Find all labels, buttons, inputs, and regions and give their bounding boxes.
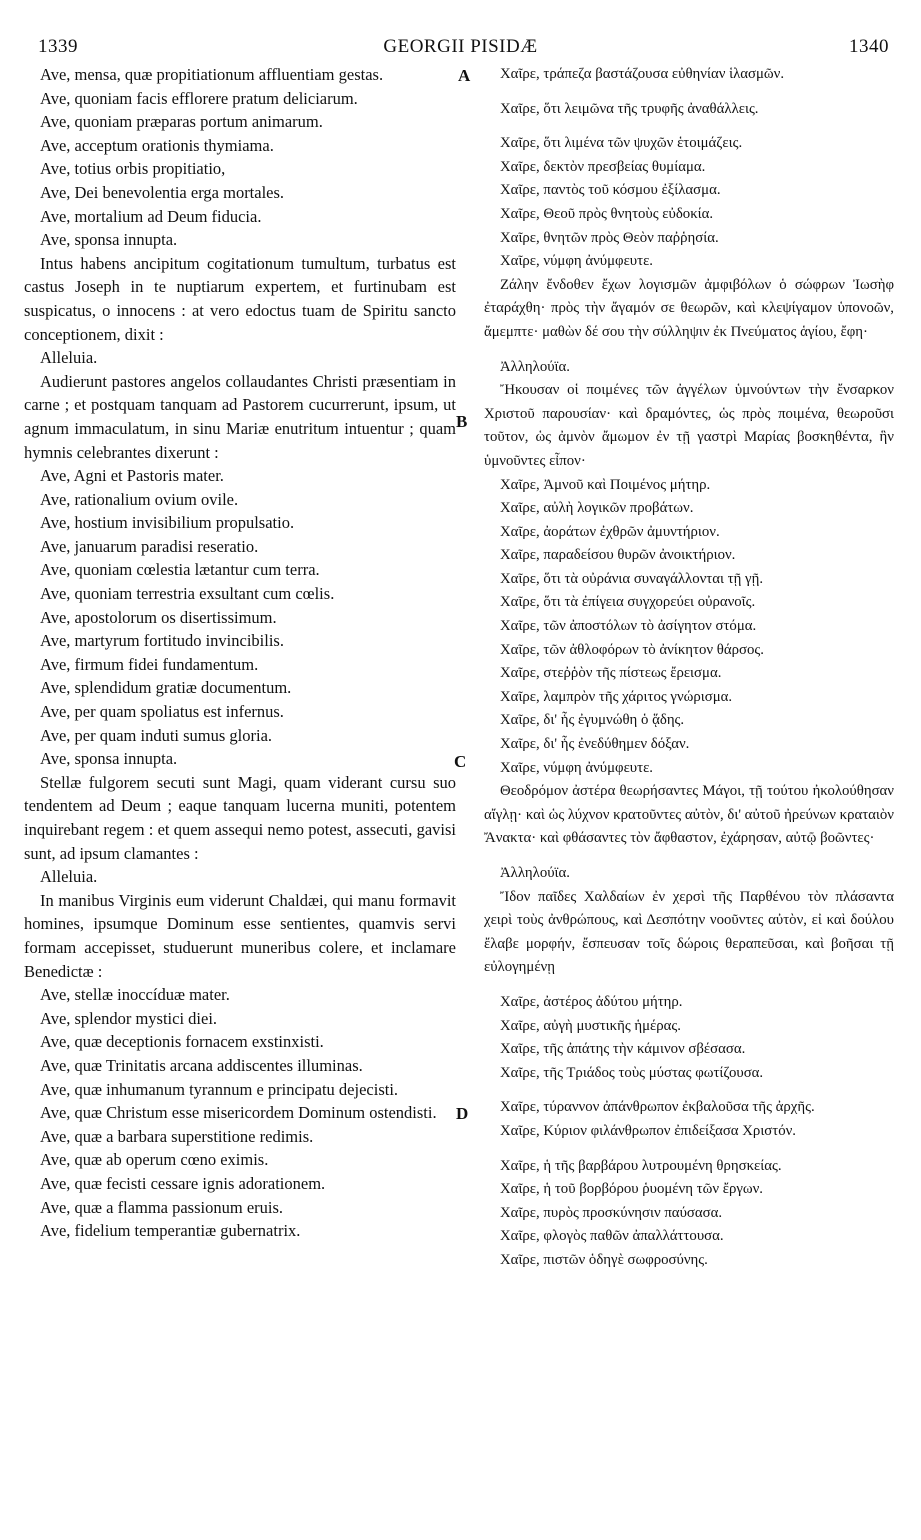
greek-paragraph: Χαῖρε, δι' ἧς ἐνεδύθημεν δόξαν. xyxy=(500,736,690,753)
running-title: GEORGII PISIDÆ xyxy=(383,36,538,57)
greek-paragraph: Χαῖρε, δεκτὸν πρεσβείας θυμίαμα. xyxy=(500,158,706,175)
greek-paragraph: Χαῖρε, τῶν ἀποστόλων τὸ ἀσίγητον στόμα. xyxy=(500,618,757,635)
latin-paragraph: Ave, quæ Christum esse misericordem Dominum ostendisti. xyxy=(40,1103,437,1123)
latin-paragraph: Ave, quoniam cœlestia lætantur cum terra. xyxy=(40,560,320,580)
latin-paragraph: Ave, quoniam facis efflorere pratum deliciarum. xyxy=(40,88,358,108)
greek-paragraph: Χαῖρε, θνητῶν πρὸς Θεὸν παῤῥησία. xyxy=(500,229,719,246)
greek-paragraph: Ἤκουσαν οἱ ποιμένες τῶν ἀγγέλων ὑμνούντων τὴν ἔνσαρκον Χριστοῦ παρουσίαν· καὶ δραμόντες, ὡς πρὸς ποιμένα, θεωροῦσι τοῦτον, ὡς ἀμνὸν ἄμωμον ἐν τῇ γαστρὶ Μαρίας βοσκηθέντα, ἣν ὑμνοῦντες εἶπον· xyxy=(484,382,894,469)
greek-paragraph: Χαῖρε, τράπεζα βαστάζουσα εὐθηνίαν ἱλασμῶν. xyxy=(500,66,785,82)
greek-paragraph: Χαῖρε, τῶν ἀθλοφόρων τὸ ἀνίκητον θάρσος. xyxy=(500,641,764,658)
greek-paragraph xyxy=(484,121,894,132)
latin-paragraph: Ave, quæ fecisti cessare ignis adorationem. xyxy=(40,1173,326,1193)
greek-paragraph: Χαῖρε, ὅτι λειμῶνα τῆς τρυφῆς ἀναθάλλεις. xyxy=(500,100,759,117)
latin-paragraph: Ave, quæ a flamma passionum eruis. xyxy=(40,1197,284,1217)
greek-paragraph: Χαῖρε, αὐγὴ μυστικῆς ἡμέρας. xyxy=(500,1017,681,1034)
latin-paragraph: Ave, splendor mystici diei. xyxy=(40,1008,218,1028)
latin-paragraph: Ave, per quam induti sumus gloria. xyxy=(40,725,273,745)
right-page-number: 1340 xyxy=(849,36,889,57)
greek-paragraph: Χαῖρε, Κύριον φιλάνθρωπον ἐπιδείξασα Χριστόν. xyxy=(500,1122,797,1139)
latin-paragraph: Ave, quæ a barbara superstitione redimis. xyxy=(40,1126,314,1146)
latin-paragraph: Ave, totius orbis propitiatio, xyxy=(40,159,226,179)
latin-paragraph: Alleluia. xyxy=(40,348,98,368)
latin-paragraph: Ave, quæ inhumanum tyrannum e principatu dejecisti. xyxy=(40,1079,399,1099)
greek-paragraph: Χαῖρε, Θεοῦ πρὸς θνητοὺς εὐδοκία. xyxy=(500,205,714,222)
greek-paragraph: Χαῖρε, πυρὸς προσκύνησιν παύσασα. xyxy=(500,1204,723,1221)
greek-paragraph: Θεοδρόμον ἀστέρα θεωρήσαντες Μάγοι, τῇ τούτου ἠκολούθησαν αἴγλῃ· καὶ ὡς λύχνον κρατοῦντες αὐτὸν, δι' αὐτοῦ ἠρεύνων κραταιὸν Ἄνακτα· καὶ φθάσαντες τὸν ἄφθαστον, ἐχάρησαν, αὐτῷ βοῶντες· xyxy=(484,783,894,847)
latin-paragraph: Ave, rationalium ovium ovile. xyxy=(40,489,239,509)
greek-paragraph: Χαῖρε, δι' ἧς ἐγυμνώθη ὁ ᾅδης. xyxy=(500,712,685,729)
greek-paragraph: Χαῖρε, ὅτι τὰ ἐπίγεια συγχορεύει οὐρανοῖς. xyxy=(500,594,756,611)
latin-paragraph: Ave, hostium invisibilium propulsatio. xyxy=(40,513,295,533)
latin-paragraph: Ave, sponsa innupta. xyxy=(40,749,178,769)
greek-paragraph: Χαῖρε, τῆς ἀπάτης τὴν κάμινον σβέσασα. xyxy=(500,1041,746,1058)
greek-paragraph: Χαῖρε, παραδείσου θυρῶν ἀνοικτήριον. xyxy=(500,547,736,564)
greek-paragraph xyxy=(484,851,894,862)
greek-paragraph: Χαῖρε, Ἀμνοῦ καὶ Ποιμένος μήτηρ. xyxy=(500,476,711,493)
latin-paragraph: Ave, splendidum gratiæ documentum. xyxy=(40,678,292,698)
margin-marker-d: D xyxy=(456,1104,469,1123)
greek-paragraph xyxy=(484,1144,894,1155)
latin-paragraph: Ave, januarum paradisi reseratio. xyxy=(40,536,259,556)
latin-paragraph: In manibus Virginis eum viderunt Chaldæi, qui manu formavit homines, ipsumque Dominum esse sentientes, quamvis servi formam accepisset, studuerunt muneribus colere, et inclamare Benedictæ : xyxy=(24,890,456,981)
latin-paragraph: Stellæ fulgorem secuti sunt Magi, quam viderant cursu suo tendentem ad Deum ; eaque tanquam lucerna muniti, potentem inquirebant regem : et quem assequi nemo potest, assecuti, gavisi sunt, ad ipsum clamantes : xyxy=(24,772,456,863)
greek-paragraph: Ἴδον παῖδες Χαλδαίων ἐν χερσὶ τῆς Παρθένου τὸν πλάσαντα χειρὶ τοὺς ἀνθρώπους, καὶ Δεσπότην νοοῦντες αὐτὸν, εἰ καὶ δούλου ἔλαβε μορφήν, ἔσπευσαν τοῖς δώροις θεραπεῦσαι, καὶ βοῆσαι τῇ εὐλογημένῃ xyxy=(484,888,894,976)
greek-paragraph: Ἀλληλούϊα. xyxy=(500,358,570,375)
latin-paragraph: Ave, martyrum fortitudo invincibilis. xyxy=(40,631,284,651)
greek-paragraph: Χαῖρε, ἀοράτων ἐχθρῶν ἀμυντήριον. xyxy=(500,523,720,540)
latin-paragraph: Ave, apostolorum os disertissimum. xyxy=(40,607,277,627)
greek-paragraph: Χαῖρε, στεῤῥὸν τῆς πίστεως ἔρεισμα. xyxy=(500,665,722,682)
greek-paragraph: Χαῖρε, πιστῶν ὁδηγὲ σωφροσύνης. xyxy=(500,1251,708,1268)
greek-paragraph: Χαῖρε, νύμφη ἀνύμφευτε. xyxy=(500,253,653,270)
latin-paragraph: Ave, mensa, quæ propitiationum affluentiam gestas. xyxy=(40,65,384,84)
greek-paragraph xyxy=(484,87,894,98)
greek-paragraph: Χαῖρε, ἡ τῆς βαρβάρου λυτρουμένη θρησκείας. xyxy=(500,1157,782,1174)
greek-paragraph xyxy=(484,1085,894,1096)
margin-marker-b: B xyxy=(456,412,468,431)
latin-paragraph: Ave, quæ ab operum cœno eximis. xyxy=(40,1150,269,1170)
latin-paragraph: Ave, quoniam terrestria exsultant cum cœlis. xyxy=(40,584,335,604)
margin-marker-a: A xyxy=(458,66,471,85)
left-page-number: 1339 xyxy=(38,36,78,57)
greek-paragraph: Χαῖρε, λαμπρὸν τῆς χάριτος γνώρισμα. xyxy=(500,688,733,705)
greek-paragraph: Χαῖρε, ὅτι τὰ οὐράνια συναγάλλονται τῇ γῇ. xyxy=(500,570,764,587)
latin-paragraph: Ave, quoniam præparas portum animarum. xyxy=(40,112,323,132)
greek-paragraph: Χαῖρε, φλογὸς παθῶν ἀπαλλάττουσα. xyxy=(500,1228,724,1245)
greek-paragraph xyxy=(484,980,894,991)
latin-paragraph: Ave, stellæ inoccíduæ mater. xyxy=(40,985,230,1005)
latin-paragraph: Ave, per quam spoliatus est infernus. xyxy=(40,702,284,722)
greek-paragraph: Χαῖρε, ἀστέρος ἀδύτου μήτηρ. xyxy=(500,993,683,1010)
margin-marker-c: C xyxy=(454,752,467,771)
latin-paragraph: Audierunt pastores angelos collaudantes Christi præsentiam in carne ; et postquam tanquam ad Pastorem cucurrerunt, ipsum, ut agnum immaculatum, in sinu Mariæ enutritum intuentur ; quam hymnis celebrantes dixerunt : xyxy=(24,371,456,462)
greek-paragraph: Χαῖρε, τῆς Τριάδος τοὺς μύστας φωτίζουσα. xyxy=(500,1064,764,1081)
greek-paragraph: Ἀλληλούϊα. xyxy=(500,865,570,881)
greek-paragraph xyxy=(484,345,894,356)
latin-paragraph: Ave, Dei benevolentia erga mortales. xyxy=(40,182,285,202)
greek-paragraph: Χαῖρε, παντὸς τοῦ κόσμου ἐξίλασμα. xyxy=(500,182,721,199)
latin-column xyxy=(24,63,456,1243)
greek-column xyxy=(484,63,894,1273)
latin-paragraph: Ave, Agni et Pastoris mater. xyxy=(40,466,224,486)
latin-paragraph: Ave, acceptum orationis thymiama. xyxy=(40,135,274,155)
latin-paragraph: Ave, quæ Trinitatis arcana addiscentes illuminas. xyxy=(40,1055,363,1075)
greek-paragraph: Χαῖρε, αὐλὴ λογικῶν προβάτων. xyxy=(500,500,694,517)
greek-paragraph: Χαῖρε, ὅτι λιμένα τῶν ψυχῶν ἑτοιμάζεις. xyxy=(500,135,743,152)
latin-paragraph: Ave, firmum fidei fundamentum. xyxy=(40,654,259,674)
greek-paragraph: Χαῖρε, νύμφη ἀνύμφευτε. xyxy=(500,759,653,776)
greek-paragraph: Χαῖρε, τύραννον ἀπάνθρωπον ἐκβαλοῦσα τῆς ἀρχῆς. xyxy=(500,1099,815,1116)
latin-paragraph: Ave, sponsa innupta. xyxy=(40,230,178,250)
latin-paragraph: Ave, quæ deceptionis fornacem exstinxisti. xyxy=(40,1032,324,1052)
greek-paragraph: Ζάλην ἔνδοθεν ἔχων λογισμῶν ἀμφιβόλων ὁ σώφρων Ἰωσὴφ ἐταράχθη· πρὸς τὴν ἄγαμόν σε θεωρῶν, καὶ κλεψίγαμον ὑπονοῶν, ἄμεμπτε· μαθὼν δέ σου τὴν σύλληψιν ἐκ Πνεύματος ἁγίου, ἔφη· xyxy=(484,276,894,340)
latin-paragraph: Intus habens ancipitum cogitationum tumultum, turbatus est castus Joseph in te nuptiarum expertem, et furtinubam est suspicatus, o innocens : at vero edoctus tuam de Spiritu sancto conceptionem, dixit : xyxy=(24,253,456,344)
latin-paragraph: Ave, fidelium temperantiæ gubernatrix. xyxy=(40,1221,301,1241)
latin-paragraph: Alleluia. xyxy=(40,867,98,887)
latin-paragraph: Ave, mortalium ad Deum fiducia. xyxy=(40,206,262,226)
greek-paragraph: Χαῖρε, ἡ τοῦ βορβόρου ῥυομένη τῶν ἔργων. xyxy=(500,1181,763,1198)
